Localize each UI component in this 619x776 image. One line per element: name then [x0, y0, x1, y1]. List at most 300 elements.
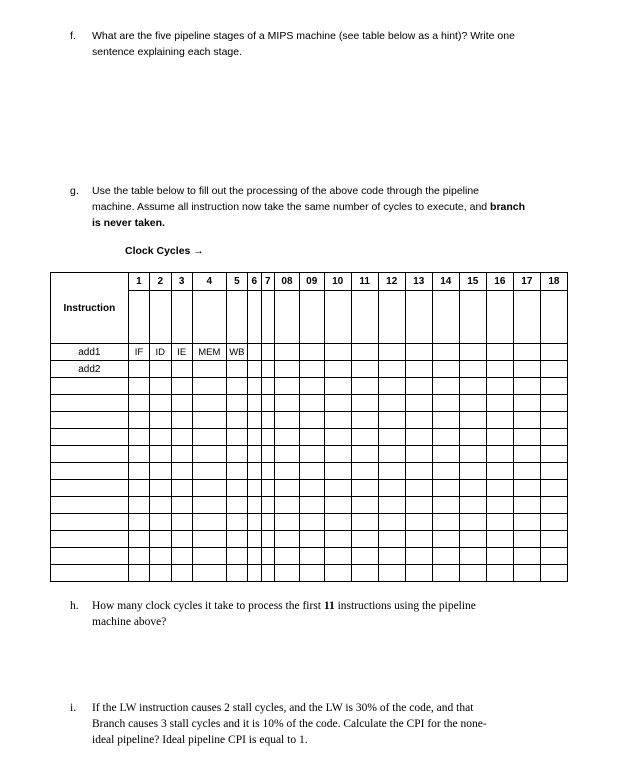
stage-cell[interactable] — [459, 361, 486, 378]
stage-cell[interactable] — [261, 395, 275, 412]
stage-cell[interactable] — [378, 344, 405, 361]
stage-cell[interactable]: WB — [226, 344, 247, 361]
stage-cell[interactable] — [192, 429, 226, 446]
stage-cell[interactable] — [378, 531, 405, 548]
instruction-name-cell[interactable]: add1 — [51, 344, 129, 361]
stage-cell[interactable] — [324, 531, 351, 548]
stage-cell[interactable] — [324, 548, 351, 565]
stage-cell[interactable] — [405, 378, 432, 395]
stage-cell[interactable] — [192, 395, 226, 412]
stage-cell[interactable] — [248, 548, 262, 565]
stage-cell[interactable] — [128, 480, 149, 497]
stage-cell[interactable] — [351, 412, 378, 429]
stage-cell[interactable] — [171, 412, 192, 429]
table-row — [51, 429, 568, 446]
stage-cell[interactable] — [226, 412, 247, 429]
cycle-header-10: 10 — [324, 273, 351, 291]
stage-cell[interactable] — [378, 548, 405, 565]
stage-cell[interactable] — [150, 361, 171, 378]
gap-cell — [261, 291, 275, 344]
stage-cell[interactable] — [299, 514, 324, 531]
stage-cell[interactable] — [432, 514, 459, 531]
stage-cell[interactable] — [405, 531, 432, 548]
stage-cell[interactable] — [324, 412, 351, 429]
stage-cell[interactable] — [299, 429, 324, 446]
stage-cell[interactable] — [248, 497, 262, 514]
stage-cell[interactable] — [261, 361, 275, 378]
stage-cell[interactable] — [540, 548, 567, 565]
cycle-header-3: 3 — [171, 273, 192, 291]
stage-cell[interactable] — [261, 344, 275, 361]
stage-cell[interactable] — [275, 378, 300, 395]
stage-cell[interactable] — [405, 395, 432, 412]
stage-cell[interactable] — [226, 395, 247, 412]
stage-cell[interactable] — [405, 480, 432, 497]
cycle-header-16: 16 — [486, 273, 513, 291]
stage-cell[interactable] — [150, 514, 171, 531]
stage-cell[interactable] — [128, 514, 149, 531]
stage-cell[interactable] — [459, 446, 486, 463]
stage-cell[interactable] — [405, 497, 432, 514]
stage-cell[interactable] — [299, 412, 324, 429]
stage-cell[interactable] — [351, 429, 378, 446]
stage-cell[interactable] — [192, 412, 226, 429]
gap-cell — [299, 291, 324, 344]
stage-cell[interactable] — [351, 395, 378, 412]
stage-cell[interactable] — [351, 480, 378, 497]
stage-cell[interactable] — [261, 412, 275, 429]
stage-cell[interactable] — [405, 548, 432, 565]
stage-cell[interactable] — [459, 429, 486, 446]
stage-cell[interactable] — [128, 446, 149, 463]
stage-cell[interactable] — [486, 412, 513, 429]
stage-cell[interactable] — [378, 565, 405, 582]
stage-cell[interactable] — [405, 344, 432, 361]
stage-cell[interactable] — [150, 395, 171, 412]
stage-cell[interactable] — [128, 548, 149, 565]
gap-cell — [486, 291, 513, 344]
stage-cell[interactable] — [261, 446, 275, 463]
stage-cell[interactable] — [351, 463, 378, 480]
stage-cell[interactable] — [226, 429, 247, 446]
stage-cell[interactable] — [405, 429, 432, 446]
stage-cell[interactable] — [226, 514, 247, 531]
stage-cell[interactable] — [226, 565, 247, 582]
stage-cell[interactable] — [513, 361, 540, 378]
stage-cell[interactable] — [275, 429, 300, 446]
stage-cell[interactable] — [351, 497, 378, 514]
stage-cell[interactable] — [432, 548, 459, 565]
stage-cell[interactable] — [171, 497, 192, 514]
instruction-name-cell[interactable] — [51, 565, 129, 582]
stage-cell[interactable] — [275, 412, 300, 429]
cycle-header-5: 5 — [226, 273, 247, 291]
stage-cell[interactable] — [248, 361, 262, 378]
stage-cell[interactable] — [459, 565, 486, 582]
instruction-name-cell[interactable] — [51, 514, 129, 531]
stage-cell[interactable] — [171, 514, 192, 531]
gap-row — [51, 291, 568, 344]
stage-cell[interactable] — [261, 565, 275, 582]
stage-cell[interactable] — [248, 412, 262, 429]
stage-cell[interactable] — [128, 429, 149, 446]
stage-cell[interactable] — [261, 480, 275, 497]
question-f-label: f. — [70, 30, 76, 42]
stage-cell[interactable] — [261, 429, 275, 446]
stage-cell[interactable] — [299, 565, 324, 582]
stage-cell[interactable] — [226, 531, 247, 548]
stage-cell[interactable] — [324, 446, 351, 463]
stage-cell[interactable] — [405, 412, 432, 429]
instruction-name-cell[interactable] — [51, 429, 129, 446]
stage-cell[interactable] — [171, 565, 192, 582]
stage-cell[interactable] — [351, 344, 378, 361]
stage-cell[interactable] — [150, 548, 171, 565]
clock-cycles-label: Clock Cycles → — [125, 245, 204, 257]
stage-cell[interactable] — [378, 412, 405, 429]
stage-cell[interactable] — [171, 446, 192, 463]
stage-cell[interactable] — [486, 446, 513, 463]
stage-cell[interactable] — [128, 497, 149, 514]
stage-cell[interactable] — [226, 361, 247, 378]
stage-cell[interactable] — [128, 531, 149, 548]
stage-cell[interactable] — [192, 480, 226, 497]
stage-cell[interactable] — [540, 497, 567, 514]
instruction-header-cell: Instruction — [51, 273, 129, 344]
stage-cell[interactable] — [299, 395, 324, 412]
stage-cell[interactable] — [226, 463, 247, 480]
stage-cell[interactable] — [513, 429, 540, 446]
stage-cell[interactable] — [150, 463, 171, 480]
instruction-name-cell[interactable] — [51, 463, 129, 480]
stage-cell[interactable] — [486, 361, 513, 378]
stage-cell[interactable] — [378, 361, 405, 378]
stage-cell[interactable] — [486, 531, 513, 548]
stage-cell[interactable] — [540, 463, 567, 480]
instruction-name-cell[interactable] — [51, 548, 129, 565]
cycle-header-8: 08 — [275, 273, 300, 291]
stage-cell[interactable] — [226, 378, 247, 395]
stage-cell[interactable] — [432, 395, 459, 412]
stage-cell[interactable] — [486, 463, 513, 480]
stage-cell[interactable]: MEM — [192, 344, 226, 361]
stage-cell[interactable] — [275, 344, 300, 361]
stage-cell[interactable] — [432, 378, 459, 395]
stage-cell[interactable] — [486, 344, 513, 361]
stage-cell[interactable] — [432, 565, 459, 582]
stage-cell[interactable] — [226, 446, 247, 463]
stage-cell[interactable] — [378, 497, 405, 514]
stage-cell[interactable] — [513, 446, 540, 463]
stage-cell[interactable] — [128, 361, 149, 378]
stage-cell[interactable] — [261, 378, 275, 395]
stage-cell[interactable] — [324, 361, 351, 378]
stage-cell[interactable] — [540, 344, 567, 361]
stage-cell[interactable] — [248, 378, 262, 395]
stage-cell[interactable] — [432, 463, 459, 480]
stage-cell[interactable] — [248, 463, 262, 480]
stage-cell[interactable] — [513, 378, 540, 395]
stage-cell[interactable] — [261, 548, 275, 565]
stage-cell[interactable] — [275, 395, 300, 412]
stage-cell[interactable] — [432, 497, 459, 514]
stage-cell[interactable] — [299, 344, 324, 361]
stage-cell[interactable] — [299, 497, 324, 514]
stage-cell[interactable] — [261, 531, 275, 548]
stage-cell[interactable] — [432, 412, 459, 429]
stage-cell[interactable] — [432, 429, 459, 446]
stage-cell[interactable] — [405, 361, 432, 378]
stage-cell[interactable] — [324, 463, 351, 480]
stage-cell[interactable] — [405, 514, 432, 531]
table-row — [51, 361, 568, 378]
stage-cell[interactable] — [540, 429, 567, 446]
cycle-header-17: 17 — [513, 273, 540, 291]
stage-cell[interactable] — [324, 514, 351, 531]
stage-cell[interactable] — [128, 463, 149, 480]
stage-cell[interactable] — [324, 395, 351, 412]
stage-cell[interactable] — [261, 497, 275, 514]
stage-cell[interactable] — [513, 514, 540, 531]
stage-cell[interactable] — [351, 361, 378, 378]
instruction-name-cell[interactable] — [51, 412, 129, 429]
stage-cell[interactable] — [405, 565, 432, 582]
stage-cell[interactable] — [378, 463, 405, 480]
stage-cell[interactable] — [248, 514, 262, 531]
stage-cell[interactable] — [351, 514, 378, 531]
cycle-header-12: 12 — [378, 273, 405, 291]
stage-cell[interactable] — [351, 548, 378, 565]
stage-cell[interactable] — [432, 344, 459, 361]
stage-cell[interactable] — [128, 395, 149, 412]
stage-cell[interactable]: IE — [171, 344, 192, 361]
stage-cell[interactable] — [275, 480, 300, 497]
stage-cell[interactable] — [299, 480, 324, 497]
instruction-name-cell[interactable] — [51, 480, 129, 497]
stage-cell[interactable] — [459, 480, 486, 497]
stage-cell[interactable] — [378, 378, 405, 395]
stage-cell[interactable] — [378, 514, 405, 531]
stage-cell[interactable] — [248, 480, 262, 497]
stage-cell[interactable] — [150, 565, 171, 582]
stage-cell[interactable] — [459, 378, 486, 395]
stage-cell[interactable] — [248, 395, 262, 412]
stage-cell[interactable] — [261, 514, 275, 531]
stage-cell[interactable] — [150, 446, 171, 463]
stage-cell[interactable] — [192, 514, 226, 531]
stage-cell[interactable] — [226, 480, 247, 497]
stage-cell[interactable] — [513, 463, 540, 480]
stage-cell[interactable] — [171, 395, 192, 412]
instruction-name-cell[interactable] — [51, 531, 129, 548]
stage-cell[interactable] — [459, 531, 486, 548]
stage-cell[interactable] — [513, 344, 540, 361]
stage-cell[interactable] — [513, 395, 540, 412]
stage-cell[interactable] — [351, 378, 378, 395]
table-row — [51, 395, 568, 412]
stage-cell[interactable] — [171, 480, 192, 497]
instruction-name-cell[interactable] — [51, 395, 129, 412]
stage-cell[interactable] — [324, 429, 351, 446]
stage-cell[interactable] — [275, 565, 300, 582]
stage-cell[interactable] — [324, 378, 351, 395]
stage-cell[interactable] — [248, 429, 262, 446]
stage-cell[interactable] — [540, 531, 567, 548]
table-row — [51, 344, 568, 361]
cycle-header-6: 6 — [248, 273, 262, 291]
stage-cell[interactable] — [171, 531, 192, 548]
question-g-line-2: machine. Assume all instruction now take the same number of cycles to execute, and — [92, 201, 491, 213]
stage-cell[interactable] — [432, 480, 459, 497]
stage-cell[interactable] — [248, 565, 262, 582]
stage-cell[interactable] — [150, 429, 171, 446]
stage-cell[interactable] — [540, 514, 567, 531]
gap-cell — [171, 291, 192, 344]
stage-cell[interactable] — [299, 463, 324, 480]
stage-cell[interactable] — [150, 497, 171, 514]
stage-cell[interactable] — [378, 446, 405, 463]
stage-cell[interactable] — [324, 565, 351, 582]
stage-cell[interactable] — [459, 395, 486, 412]
stage-cell[interactable] — [275, 531, 300, 548]
stage-cell[interactable] — [540, 480, 567, 497]
stage-cell[interactable] — [486, 514, 513, 531]
cycle-header-4: 4 — [192, 273, 226, 291]
stage-cell[interactable]: ID — [150, 344, 171, 361]
stage-cell[interactable] — [378, 429, 405, 446]
stage-cell[interactable] — [459, 344, 486, 361]
stage-cell[interactable] — [192, 565, 226, 582]
stage-cell[interactable] — [486, 548, 513, 565]
stage-cell[interactable] — [150, 378, 171, 395]
instruction-name-cell[interactable] — [51, 378, 129, 395]
instruction-name-cell[interactable] — [51, 497, 129, 514]
stage-cell[interactable] — [513, 412, 540, 429]
stage-cell[interactable] — [128, 412, 149, 429]
stage-cell[interactable] — [540, 412, 567, 429]
stage-cell[interactable] — [128, 565, 149, 582]
stage-cell[interactable] — [513, 565, 540, 582]
stage-cell[interactable] — [275, 548, 300, 565]
question-g-line-3: is never taken. — [92, 217, 165, 229]
stage-cell[interactable] — [378, 395, 405, 412]
stage-cell[interactable] — [261, 463, 275, 480]
gap-cell — [378, 291, 405, 344]
stage-cell[interactable] — [378, 480, 405, 497]
stage-cell[interactable] — [405, 463, 432, 480]
stage-cell[interactable] — [275, 514, 300, 531]
stage-cell[interactable] — [248, 446, 262, 463]
stage-cell[interactable] — [299, 361, 324, 378]
stage-cell[interactable] — [171, 463, 192, 480]
stage-cell[interactable] — [192, 548, 226, 565]
stage-cell[interactable] — [275, 463, 300, 480]
stage-cell[interactable] — [432, 361, 459, 378]
stage-cell[interactable] — [192, 361, 226, 378]
stage-cell[interactable] — [171, 361, 192, 378]
stage-cell[interactable] — [459, 412, 486, 429]
instruction-name-cell[interactable]: add2 — [51, 361, 129, 378]
stage-cell[interactable] — [324, 497, 351, 514]
stage-cell[interactable] — [486, 395, 513, 412]
stage-cell[interactable] — [486, 429, 513, 446]
stage-cell[interactable] — [486, 497, 513, 514]
stage-cell[interactable] — [171, 378, 192, 395]
stage-cell[interactable] — [192, 378, 226, 395]
stage-cell[interactable] — [226, 548, 247, 565]
stage-cell[interactable] — [351, 531, 378, 548]
gap-cell — [432, 291, 459, 344]
stage-cell[interactable] — [299, 531, 324, 548]
question-g-line-1: Use the table below to fill out the processing of the above code through the pipeline — [92, 185, 480, 197]
stage-cell[interactable] — [540, 361, 567, 378]
stage-cell[interactable] — [299, 548, 324, 565]
stage-cell[interactable] — [459, 548, 486, 565]
table-row — [51, 412, 568, 429]
stage-cell[interactable] — [351, 446, 378, 463]
stage-cell[interactable] — [432, 531, 459, 548]
stage-cell[interactable] — [150, 412, 171, 429]
stage-cell[interactable] — [275, 446, 300, 463]
stage-cell[interactable] — [486, 565, 513, 582]
cycle-header-11: 11 — [351, 273, 378, 291]
pipeline-table — [50, 272, 568, 582]
stage-cell[interactable] — [192, 446, 226, 463]
stage-cell[interactable] — [128, 378, 149, 395]
stage-cell[interactable] — [405, 446, 432, 463]
stage-cell[interactable] — [275, 497, 300, 514]
stage-cell[interactable] — [459, 514, 486, 531]
cycle-header-row — [51, 273, 568, 291]
instruction-name-cell[interactable] — [51, 446, 129, 463]
stage-cell[interactable] — [486, 378, 513, 395]
stage-cell[interactable] — [513, 480, 540, 497]
stage-cell[interactable] — [459, 497, 486, 514]
gap-cell — [540, 291, 567, 344]
stage-cell[interactable] — [299, 378, 324, 395]
stage-cell[interactable] — [486, 480, 513, 497]
stage-cell[interactable] — [351, 565, 378, 582]
stage-cell[interactable] — [299, 446, 324, 463]
stage-cell[interactable] — [171, 429, 192, 446]
stage-cell[interactable] — [275, 361, 300, 378]
stage-cell[interactable] — [513, 497, 540, 514]
stage-cell[interactable] — [192, 463, 226, 480]
gap-cell — [226, 291, 247, 344]
stage-cell[interactable] — [513, 531, 540, 548]
stage-cell[interactable] — [540, 565, 567, 582]
stage-cell[interactable] — [150, 531, 171, 548]
stage-cell[interactable] — [192, 497, 226, 514]
stage-cell[interactable] — [540, 446, 567, 463]
stage-cell[interactable] — [459, 463, 486, 480]
stage-cell[interactable] — [171, 548, 192, 565]
question-g-branch-bold: branch — [490, 201, 526, 213]
stage-cell[interactable] — [540, 395, 567, 412]
stage-cell[interactable] — [226, 497, 247, 514]
stage-cell[interactable] — [513, 548, 540, 565]
stage-cell[interactable] — [248, 531, 262, 548]
stage-cell[interactable] — [248, 344, 262, 361]
stage-cell[interactable]: IF — [128, 344, 149, 361]
gap-cell — [128, 291, 149, 344]
stage-cell[interactable] — [324, 480, 351, 497]
stage-cell[interactable] — [540, 378, 567, 395]
stage-cell[interactable] — [324, 344, 351, 361]
stage-cell[interactable] — [150, 480, 171, 497]
stage-cell[interactable] — [192, 531, 226, 548]
stage-cell[interactable] — [432, 446, 459, 463]
